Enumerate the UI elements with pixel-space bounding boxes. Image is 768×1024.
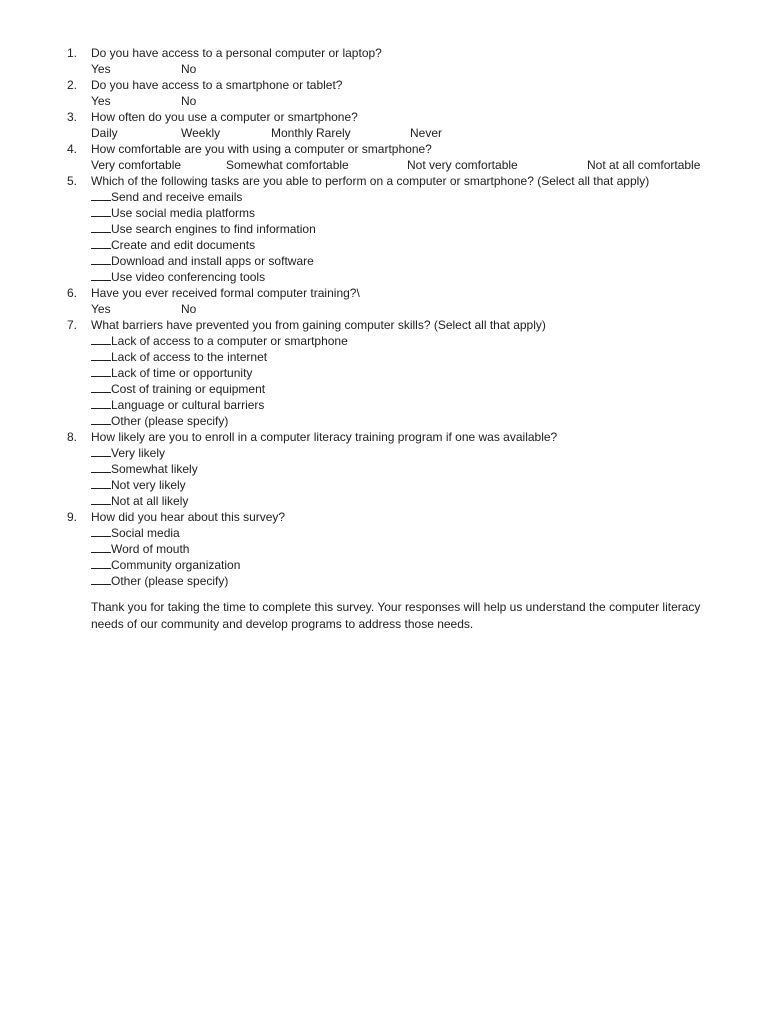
checkbox-label: Social media xyxy=(111,526,180,540)
answer-blank[interactable] xyxy=(91,333,111,345)
question-9 xyxy=(0,509,768,589)
answer-options xyxy=(0,301,768,317)
question-text: Have you ever received formal computer training?\ xyxy=(91,286,360,300)
checkbox-label: Cost of training or equipment xyxy=(111,382,266,396)
question-6 xyxy=(0,285,768,317)
checkbox-item[interactable] xyxy=(0,365,768,381)
answer-blank[interactable] xyxy=(91,573,111,585)
option-not-at-all-comfortable[interactable]: Not at all comfortable xyxy=(587,158,701,172)
checkbox-label: Other (please specify) xyxy=(111,414,229,428)
answer-blank[interactable] xyxy=(91,221,111,233)
checkbox-label: Use social media platforms xyxy=(111,206,256,220)
option-weekly[interactable]: Weekly xyxy=(181,126,221,140)
checkbox-label: Not very likely xyxy=(111,478,186,492)
question-text: How often do you use a computer or smartphone? xyxy=(91,110,358,124)
option-no[interactable]: No xyxy=(181,94,197,108)
question-7 xyxy=(0,317,768,429)
answer-blank[interactable] xyxy=(91,493,111,505)
checkbox-label: Other (please specify) xyxy=(111,574,229,588)
question-3 xyxy=(0,109,768,141)
question-number: 9. xyxy=(67,510,78,524)
question-text: Which of the following tasks are you able to perform on a computer or smartphone? (Select all that apply) xyxy=(91,174,650,188)
checkbox-item[interactable] xyxy=(0,541,768,557)
question-8 xyxy=(0,429,768,509)
checkbox-label: Language or cultural barriers xyxy=(111,398,265,412)
answer-blank[interactable] xyxy=(91,349,111,361)
question-number: 2. xyxy=(67,78,78,92)
checkbox-item[interactable] xyxy=(0,221,768,237)
checkbox-label: Lack of time or opportunity xyxy=(111,366,253,380)
answer-options xyxy=(0,61,768,77)
survey-document xyxy=(0,45,768,645)
option-no[interactable]: No xyxy=(181,62,197,76)
option-no[interactable]: No xyxy=(181,302,197,316)
question-text: Do you have access to a smartphone or tablet? xyxy=(91,78,343,92)
checkbox-label: Lack of access to a computer or smartphone xyxy=(111,334,348,348)
checkbox-item[interactable] xyxy=(0,333,768,349)
checkbox-item[interactable] xyxy=(0,253,768,269)
checkbox-label: Create and edit documents xyxy=(111,238,256,252)
checkbox-item[interactable] xyxy=(0,413,768,429)
answer-blank[interactable] xyxy=(91,557,111,569)
checkbox-item[interactable] xyxy=(0,477,768,493)
question-text: How did you hear about this survey? xyxy=(91,510,286,524)
answer-blank[interactable] xyxy=(91,381,111,393)
checkbox-item[interactable] xyxy=(0,525,768,541)
question-text: How likely are you to enroll in a computer literacy training program if one was available? xyxy=(91,430,558,444)
checkbox-label: Very likely xyxy=(111,446,166,460)
answer-blank[interactable] xyxy=(91,237,111,249)
answer-blank[interactable] xyxy=(91,477,111,489)
option-not-very-comfortable[interactable]: Not very comfortable xyxy=(407,158,518,172)
answer-options xyxy=(0,125,768,141)
checkbox-label: Community organization xyxy=(111,558,241,572)
answer-blank[interactable] xyxy=(91,461,111,473)
checkbox-item[interactable] xyxy=(0,381,768,397)
question-4 xyxy=(0,141,768,173)
answer-blank[interactable] xyxy=(91,445,111,457)
checkbox-label: Download and install apps or software xyxy=(111,254,314,268)
answer-options xyxy=(0,93,768,109)
checkbox-label: Use video conferencing tools xyxy=(111,270,266,284)
option-yes[interactable]: Yes xyxy=(91,302,111,316)
question-number: 1. xyxy=(67,46,78,60)
answer-blank[interactable] xyxy=(91,397,111,409)
question-number: 4. xyxy=(67,142,78,156)
checkbox-item[interactable] xyxy=(0,493,768,509)
checkbox-item[interactable] xyxy=(0,573,768,589)
question-text: How comfortable are you with using a computer or smartphone? xyxy=(91,142,432,156)
checkbox-item[interactable] xyxy=(0,397,768,413)
question-text: What barriers have prevented you from gaining computer skills? (Select all that apply) xyxy=(91,318,546,332)
checkbox-item[interactable] xyxy=(0,269,768,285)
answer-blank[interactable] xyxy=(91,365,111,377)
question-text: Do you have access to a personal computer or laptop? xyxy=(91,46,382,60)
option-somewhat-comfortable[interactable]: Somewhat comfortable xyxy=(226,158,349,172)
option-monthly[interactable]: Monthly xyxy=(271,126,314,140)
question-2 xyxy=(0,77,768,109)
question-number: 8. xyxy=(67,430,78,444)
checkbox-label: Use search engines to find information xyxy=(111,222,316,236)
option-yes[interactable]: Yes xyxy=(91,94,111,108)
checkbox-label: Somewhat likely xyxy=(111,462,198,476)
closing-note: Thank you for taking the time to complete this survey. Your responses will help us understand the computer literacy needs of our community and develop programs to address those needs. xyxy=(91,600,701,631)
answer-blank[interactable] xyxy=(91,253,111,265)
option-rarely[interactable]: Rarely xyxy=(316,126,351,140)
answer-blank[interactable] xyxy=(91,189,111,201)
question-number: 6. xyxy=(67,286,78,300)
answer-blank[interactable] xyxy=(91,205,111,217)
answer-options xyxy=(0,157,768,173)
answer-blank[interactable] xyxy=(91,541,111,553)
answer-blank[interactable] xyxy=(91,269,111,281)
option-very-comfortable[interactable]: Very comfortable xyxy=(91,158,182,172)
checkbox-item[interactable] xyxy=(0,445,768,461)
option-yes[interactable]: Yes xyxy=(91,62,111,76)
option-never[interactable]: Never xyxy=(410,126,443,140)
question-number: 3. xyxy=(67,110,78,124)
checkbox-item[interactable] xyxy=(0,557,768,573)
checkbox-label: Not at all likely xyxy=(111,494,189,508)
checkbox-item[interactable] xyxy=(0,461,768,477)
answer-blank[interactable] xyxy=(91,525,111,537)
option-daily[interactable]: Daily xyxy=(91,126,118,140)
checkbox-label: Send and receive emails xyxy=(111,190,243,204)
question-5 xyxy=(0,173,768,285)
checkbox-label: Lack of access to the internet xyxy=(111,350,268,364)
checkbox-item[interactable] xyxy=(0,237,768,253)
checkbox-item[interactable] xyxy=(0,349,768,365)
checkbox-item[interactable] xyxy=(0,189,768,205)
question-1 xyxy=(0,45,768,77)
question-number: 7. xyxy=(67,318,78,332)
answer-blank[interactable] xyxy=(91,413,111,425)
checkbox-label: Word of mouth xyxy=(111,542,190,556)
question-number: 5. xyxy=(67,174,78,188)
checkbox-item[interactable] xyxy=(0,205,768,221)
